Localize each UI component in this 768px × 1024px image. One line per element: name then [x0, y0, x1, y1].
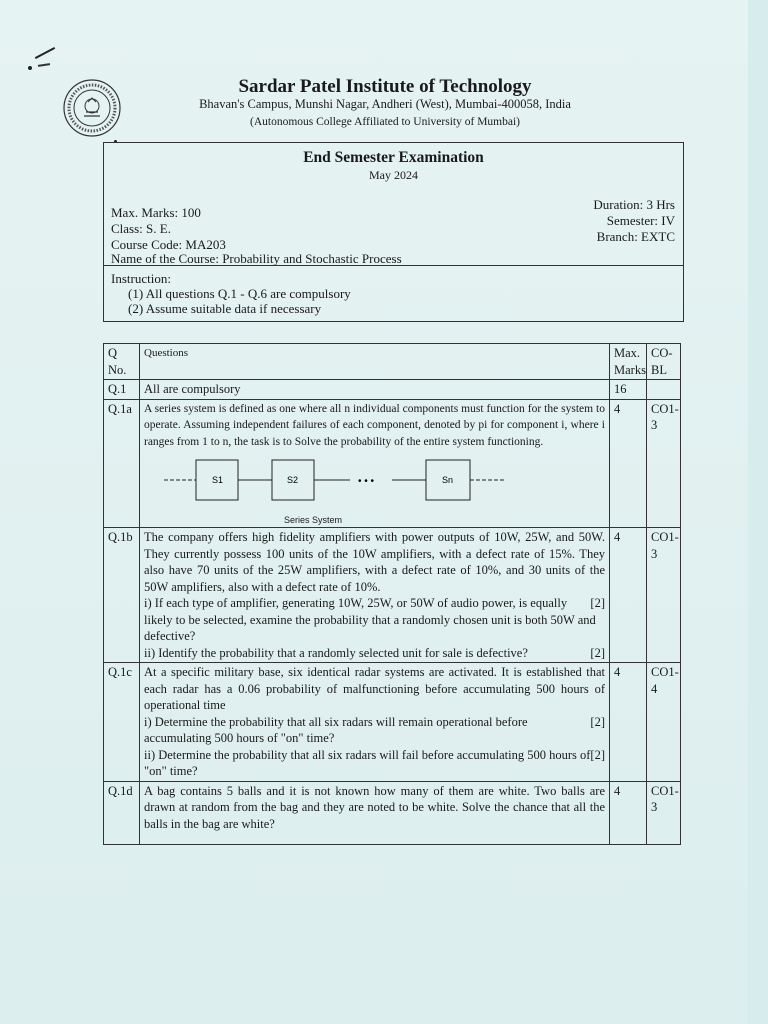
table-row — [104, 781, 681, 845]
sub-question-1: [2] i) Determine the probability that all six radars will remain operational before accumulating 500 hours of "on" time? — [144, 714, 605, 745]
section-row — [104, 380, 681, 400]
max-marks: Max. Marks: 100 — [111, 205, 201, 220]
question-body: A bag contains 5 balls and it is not known how many of them are white. Two balls are drawn at random from the bag and they are noted to be white. Solve the chance that all the balls in the bag are white? — [144, 783, 605, 831]
institute-name: Sardar Patel Institute of Technology — [238, 76, 532, 97]
question-marks: 4 — [610, 399, 647, 528]
question-table — [103, 343, 681, 845]
class-info: Class: S. E. — [111, 221, 171, 236]
sub-marks-1: [2] — [590, 596, 605, 610]
scan-edge — [748, 0, 768, 1024]
label-sn: Sn — [442, 475, 454, 485]
exam-title: End Semester Examination — [303, 149, 484, 166]
branch: Branch: EXTC — [596, 229, 675, 244]
exam-header-box — [103, 142, 684, 322]
question-number: Q.1a — [104, 399, 140, 528]
course-name: Name of the Course: Probability and Stochastic Process — [111, 251, 402, 266]
ellipsis: • • • — [358, 476, 375, 487]
section-text: All are compulsory — [140, 380, 610, 400]
header-divider — [104, 265, 683, 266]
question-co: CO1-4 — [647, 663, 681, 782]
question-body: The company offers high fidelity amplifiers with power outputs of 10W, 25W, and 50W. They currently possess 100 units of the 10W amplifiers, with a defect rate of 15%. They also have 70 units of the 25W amplifiers, with a defect rate of 10%, and 30 units of the 50W amplifiers, also with a defect rate of 10%. — [144, 530, 605, 594]
section-co — [647, 380, 681, 400]
question-text — [140, 399, 610, 528]
diagram-caption: Series System — [284, 515, 343, 525]
section-q: Q.1 — [104, 380, 140, 400]
question-number: Q.1c — [104, 663, 140, 782]
question-text — [140, 781, 610, 845]
question-marks: 4 — [610, 528, 647, 663]
semester: Semester: IV — [606, 213, 675, 228]
pen-dot — [28, 66, 32, 70]
question-body: A series system is defined as one where all n individual components must function for the system to operate. Assuming independent failures of each component, denoted by pi for component i, where i ranges from 1 to n, the task is to Solve the probability of the entire system functioning. — [144, 402, 605, 448]
question-marks: 4 — [610, 663, 647, 782]
sub-question-2: [2] ii) Identify the probability that a randomly selected unit for sale is defective? — [144, 645, 605, 660]
header-max-marks: Max. Marks — [610, 344, 647, 380]
section-marks: 16 — [610, 380, 647, 400]
question-body: At a specific military base, six identical radar systems are activated. It is established that each radar has a 0.06 probability of malfunctioning before accumulating 500 hours of operational time — [144, 665, 605, 712]
header-questions: Questions — [140, 344, 610, 380]
table-row — [104, 663, 681, 782]
question-marks: 4 — [610, 781, 647, 845]
sub-question-1: [2] i) If each type of amplifier, generating 10W, 25W, or 50W of audio power, is equally likely to be selected, examine the probability that a randomly chosen unit is both 50W and defective? — [144, 596, 605, 643]
sub-marks-1: [2] — [590, 714, 605, 729]
instruction-heading: Instruction: — [111, 271, 171, 286]
institute-address: Bhavan's Campus, Munshi Nagar, Andheri (West), Mumbai-400058, India — [199, 97, 571, 111]
series-system-diagram — [144, 456, 605, 526]
institute-seal-icon — [62, 78, 122, 138]
question-number: Q.1b — [104, 528, 140, 663]
label-s2: S2 — [287, 475, 299, 485]
question-co: CO1-3 — [647, 528, 681, 663]
sub-marks-2: [2] — [590, 747, 605, 762]
header-co-bl: CO-BL — [647, 344, 681, 380]
header-q-no: Q No. — [104, 344, 140, 380]
label-s1: S1 — [212, 475, 224, 485]
sub-marks-2: [2] — [590, 645, 605, 660]
duration: Duration: 3 Hrs — [593, 197, 675, 212]
question-text — [140, 663, 610, 782]
question-text — [140, 528, 610, 663]
exam-date: May 2024 — [369, 168, 418, 182]
instruction-2: (2) Assume suitable data if necessary — [128, 301, 322, 316]
table-row — [104, 528, 681, 663]
question-co: CO1-3 — [647, 399, 681, 528]
question-number: Q.1d — [104, 781, 140, 845]
instruction-1: (1) All questions Q.1 - Q.6 are compulsory — [128, 286, 351, 301]
course-code: Course Code: MA203 — [111, 237, 226, 252]
sub-question-2: [2] ii) Determine the probability that all six radars will fail before accumulating 500 hours of "on" time? — [144, 747, 605, 778]
table-header-row — [104, 344, 681, 380]
institute-affiliation: (Autonomous College Affiliated to University of Mumbai) — [249, 116, 520, 128]
table-row — [104, 399, 681, 528]
question-co: CO1-3 — [647, 781, 681, 845]
